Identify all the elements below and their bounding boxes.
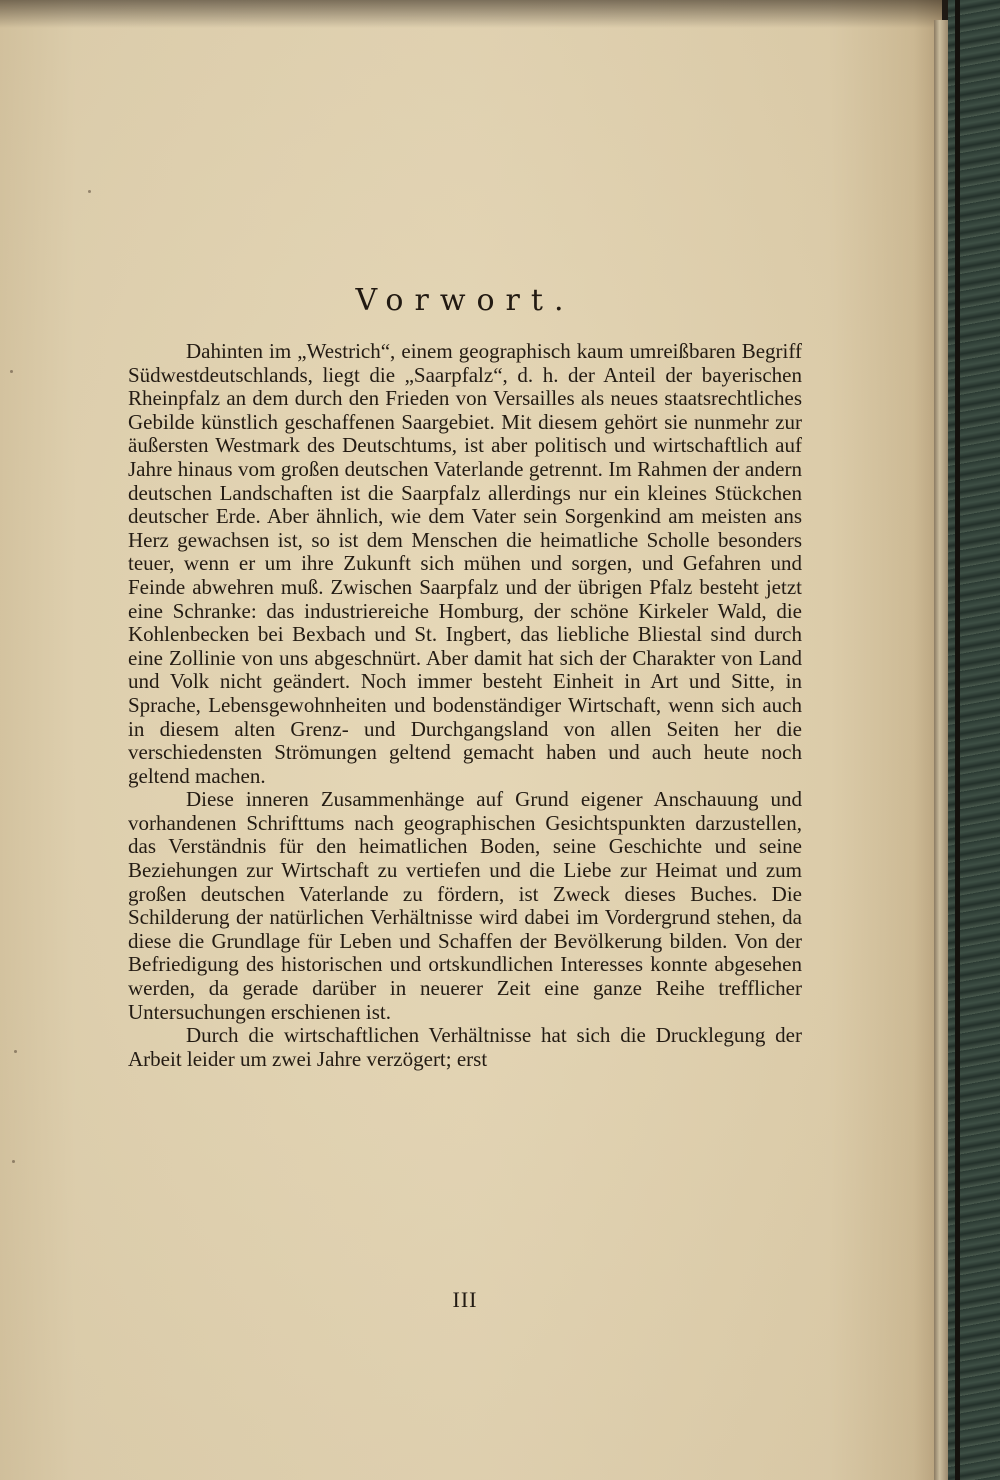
page-title: Vorwort. <box>355 283 575 318</box>
body-text <box>128 340 802 1071</box>
paragraph: Durch die wirtschaftlichen Verhältnisse hat sich die Drucklegung der Arbeit leider um zwei Jahre verzögert; erst <box>128 1023 802 1071</box>
paragraph: Dahinten im „Westrich“, einem geographisch kaum umreißbaren Begriff Südwestdeutschlands, liegt die „Saarpfalz“, d. h. der Anteil der bayerischen Rheinpfalz an dem durch den Frieden von Versailles als neues staatsrechtliches Gebilde künstlich geschaffenen Saargebiet. Mit diesem gehört sie nunmehr zur äußersten Westmark des Deutschtums, ist aber politisch und wirtschaftlich auf Jahre hinaus vom großen deutschen Vaterlande getrennt. Im Rahmen der andern deutschen Landschaften ist die Saarpfalz allerdings nur ein kleines Stückchen deutscher Erde. Aber ähnlich, wie dem Vater sein Sorgenkind am meisten ans Herz gewachsen ist, so ist dem Menschen die heimatliche Scholle besonders teuer, wenn er um ihre Zukunft sich mühen und sorgen, und Gefahren und Feinde abwehren muß. Zwischen Saarpfalz und der übrigen Pfalz besteht jetzt eine Schranke: das industriereiche Homburg, der schöne Kirkeler Wald, die Kohlenbecken bei Bexbach und St. Ingbert, das liebliche Bliestal sind durch eine Zollinie von uns abgeschnürt. Aber damit hat sich der Charakter von Land und Volk nicht geändert. Noch immer besteht Einheit in Art und Sitte, in Sprache, Lebensgewohnheiten und bodenständiger Wirtschaft, wenn sich auch in diesem alten Grenz- und Durchgangsland von allen Seiten her die verschiedensten Strömungen geltend gemacht haben und auch heute noch geltend machen. <box>128 339 802 788</box>
cover-gutter <box>955 0 960 1480</box>
page-number: III <box>452 1287 478 1312</box>
paper-speck <box>12 1160 15 1163</box>
paragraph: Diese inneren Zusammenhänge auf Grund eigener Anschauung und vorhandenen Schrifttums nach geographischen Gesichtspunkten darzustellen, das Verständnis für den heimatlichen Boden, seine Geschichte und seine Beziehungen zur Wirtschaft zu vertiefen und die Liebe zur Heimat und zum großen deutschen Vaterlande zu fördern, ist Zweck dieses Buches. Die Schilderung der natürlichen Verhältnisse wird dabei im Vordergrund stehen, da diese die Grundlage für Leben und Schaffen der Bevölkerung bilden. Von der Befriedigung des historischen und ortskundlichen Interesses konnte abgesehen werden, da gerade darüber in neuerer Zeit eine ganze Reihe trefflicher Untersuchungen erschienen ist. <box>128 787 802 1024</box>
page-edge <box>934 20 948 1480</box>
paper-speck <box>88 190 91 193</box>
paper-speck <box>14 1050 17 1053</box>
paper-speck <box>10 370 13 373</box>
page-top-shadow <box>0 0 942 28</box>
